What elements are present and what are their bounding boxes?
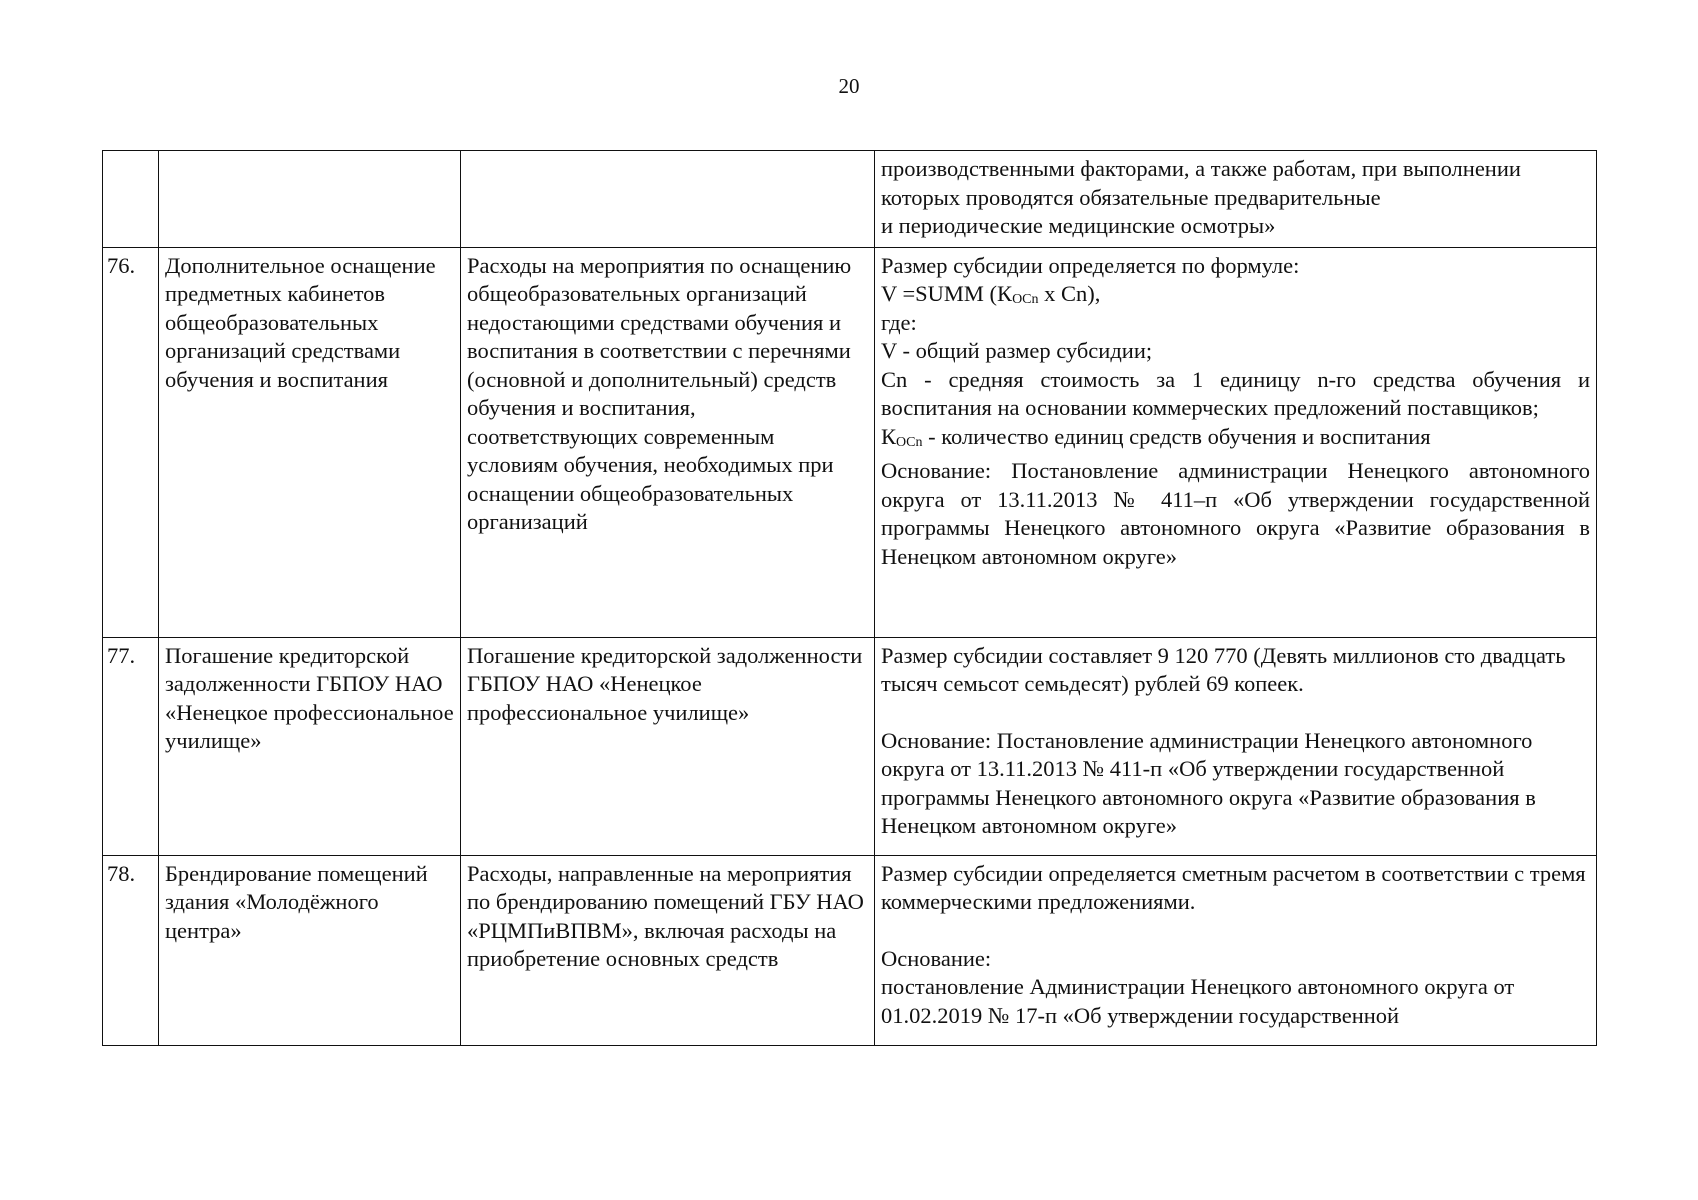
row-name: Погашение кредиторской задолженности ГБПОУ НАО «Ненецкое профессиональное училище» [159, 637, 461, 855]
row-name: Дополнительное оснащение предметных кабинетов общеобразовательных организаций средствами обучения и воспитания [159, 247, 461, 637]
row-purpose: Погашение кредиторской задолженности ГБПОУ НАО «Ненецкое профессиональное училище» [461, 637, 875, 855]
basis-label: Основание: [881, 945, 992, 971]
row-purpose: Расходы на мероприятия по оснащению общеобразовательных организаций недостающими средствами обучения и воспитания в соответствии с перечнями (основной и дополнительный) средств обучения и воспитания, соответствующих современным условиям обучения, необходимых при оснащении общеобразовательных организаций [461, 247, 875, 637]
subsidy-table [102, 150, 1597, 1046]
basis-text: Основание: Постановление администрации Ненецкого автономного округа от 13.11.2013 № 411-п «Об утверждении государственной программы Ненецкого автономного округа «Развитие образования в Ненецком автономном округе» [881, 727, 1536, 838]
row-calculation [875, 637, 1597, 855]
cell-purpose [461, 151, 875, 248]
text-line: производственными факторами, а также работам, при выполнении [881, 156, 1521, 181]
definition-v: V - общий размер субсидии; [881, 338, 1153, 363]
definition-k: $К_{OCn}$ - количество единиц средств обучения и воспитания [881, 423, 1431, 450]
formula-suffix: x Cn), [1044, 281, 1101, 306]
formula-prefix: V =SUMM (К [881, 281, 1013, 306]
row-calculation [875, 855, 1597, 1045]
table-row [103, 855, 1597, 1045]
text-line: и периодические медицинские осмотры» [881, 213, 1276, 238]
basis-text: постановление Администрации Ненецкого автономного округа от 01.02.2019 № 17-п «Об утверждении государственной [881, 974, 1515, 1028]
text-line: которых проводятся обязательные предварительные [881, 184, 1381, 210]
row-number: 76. [103, 247, 159, 637]
table-row-continuation [103, 151, 1597, 248]
cell-calculation [875, 151, 1597, 248]
row-number: 78. [103, 855, 159, 1045]
definition-cn: Cn - средняя стоимость за 1 единицу n-го средства обучения и воспитания на основании коммерческих предложений поставщиков; [881, 366, 1590, 420]
row-number: 77. [103, 637, 159, 855]
page-number: 20 [838, 74, 860, 98]
row-calculation [875, 247, 1597, 637]
formula [881, 280, 1590, 309]
row-purpose: Расходы, направленные на мероприятия по брендированию помещений ГБУ НАО «РЦМПиВПВМ», включая расходы на приобретение основных средств [461, 855, 875, 1045]
table-row [103, 247, 1597, 637]
formula-intro: Размер субсидии определяется по формуле: [881, 252, 1300, 278]
formula-subscript: OCn [1012, 292, 1039, 307]
amount-text: Размер субсидии составляет 9 120 770 (Девять миллионов сто двадцать тысяч семьсот семьдесят) рублей 69 копеек. [881, 642, 1566, 696]
amount-text: Размер субсидии определяется сметным расчетом в соответствии с тремя коммерческими предложениями. [881, 860, 1586, 914]
formula-where: где: [881, 309, 917, 335]
cell-name [159, 151, 461, 248]
cell-number [103, 151, 159, 248]
row-name: Брендирование помещений здания «Молодёжного центра» [159, 855, 461, 1045]
table-row [103, 637, 1597, 855]
basis-text: Основание: Постановление администрации Ненецкого автономного округа от 13.11.2013 № 411–п «Об утверждении государственной программы Ненецкого автономного округа «Развитие образования в Ненецком автономном округе» [881, 458, 1590, 569]
